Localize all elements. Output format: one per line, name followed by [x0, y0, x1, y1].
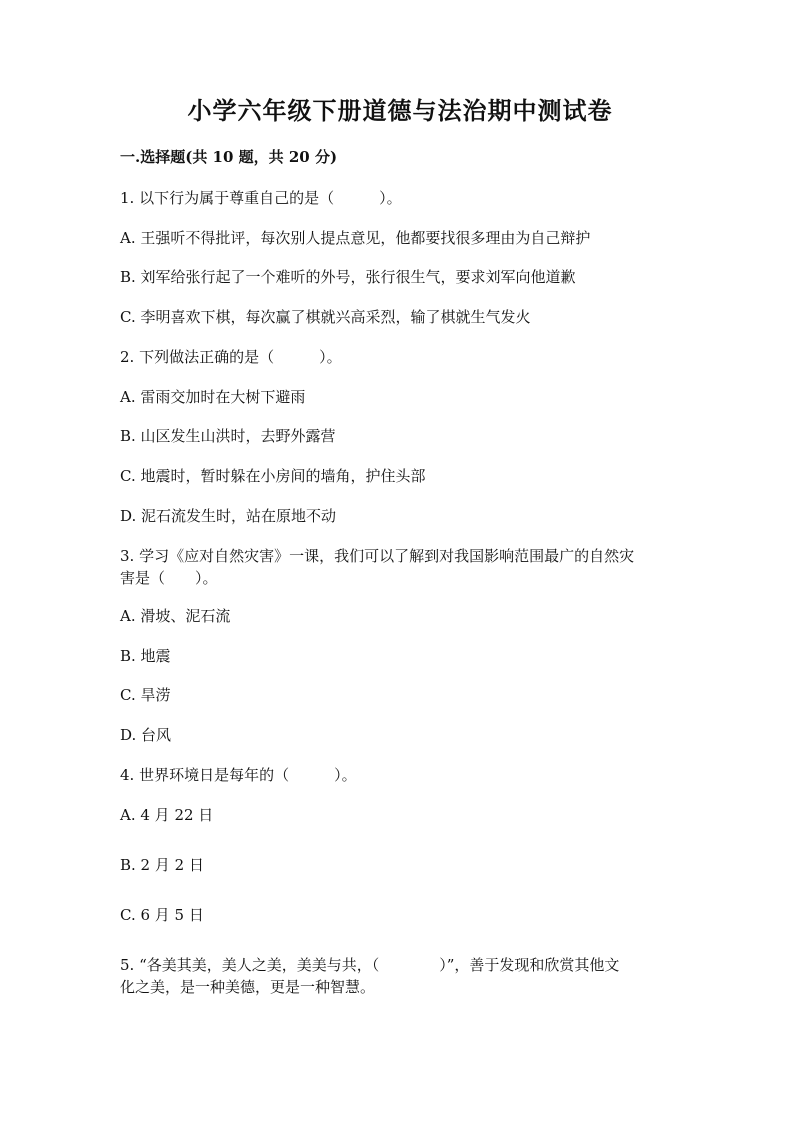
question-3-option-d: D. 台风: [120, 726, 172, 744]
page-title: 小学六年级下册道德与法治期中测试卷: [187, 96, 613, 125]
section-heading: 一.选择题(共 10 题，共 20 分): [120, 148, 338, 166]
question-3-stem-line-1: 3. 学习《应对自然灾害》一课，我们可以了解到对我国影响范围最广的自然灾: [120, 547, 635, 565]
question-4-stem: 4. 世界环境日是每年的（ ）。: [120, 766, 357, 784]
question-1-option-b: B. 刘军给张行起了一个难听的外号，张行很生气，要求刘军向他道歉: [120, 268, 576, 286]
question-2-option-b: B. 山区发生山洪时，去野外露营: [120, 427, 336, 445]
question-2-option-a: A. 雷雨交加时在大树下避雨: [120, 388, 306, 406]
question-4-option-c: C. 6 月 5 日: [120, 906, 204, 924]
question-3-option-b: B. 地震: [120, 647, 171, 665]
question-4-option-a: A. 4 月 22 日: [120, 806, 214, 824]
question-1-option-c: C. 李明喜欢下棋，每次赢了棋就兴高采烈，输了棋就生气发火: [120, 308, 531, 326]
question-1-stem: 1. 以下行为属于尊重自己的是（ ）。: [120, 189, 402, 207]
question-3-stem-line-2: 害是（ ）。: [120, 569, 218, 587]
question-3-option-a: A. 滑坡、泥石流: [120, 607, 231, 625]
question-5-stem-line-2: 化之美，是一种美德，更是一种智慧。: [120, 978, 376, 996]
question-5-stem-line-1: 5. “各美其美，美人之美，美美与共，（ ）”，善于发现和欣赏其他文: [120, 956, 620, 974]
question-2-stem: 2. 下列做法正确的是（ ）。: [120, 348, 342, 366]
question-3-option-c: C. 旱涝: [120, 686, 171, 704]
question-1-option-a: A. 王强听不得批评，每次别人提点意见，他都要找很多理由为自己辩护: [120, 229, 591, 247]
question-2-option-d: D. 泥石流发生时，站在原地不动: [120, 507, 337, 525]
question-2-option-c: C. 地震时，暂时躲在小房间的墙角，护住头部: [120, 467, 426, 485]
question-4-option-b: B. 2 月 2 日: [120, 856, 204, 874]
